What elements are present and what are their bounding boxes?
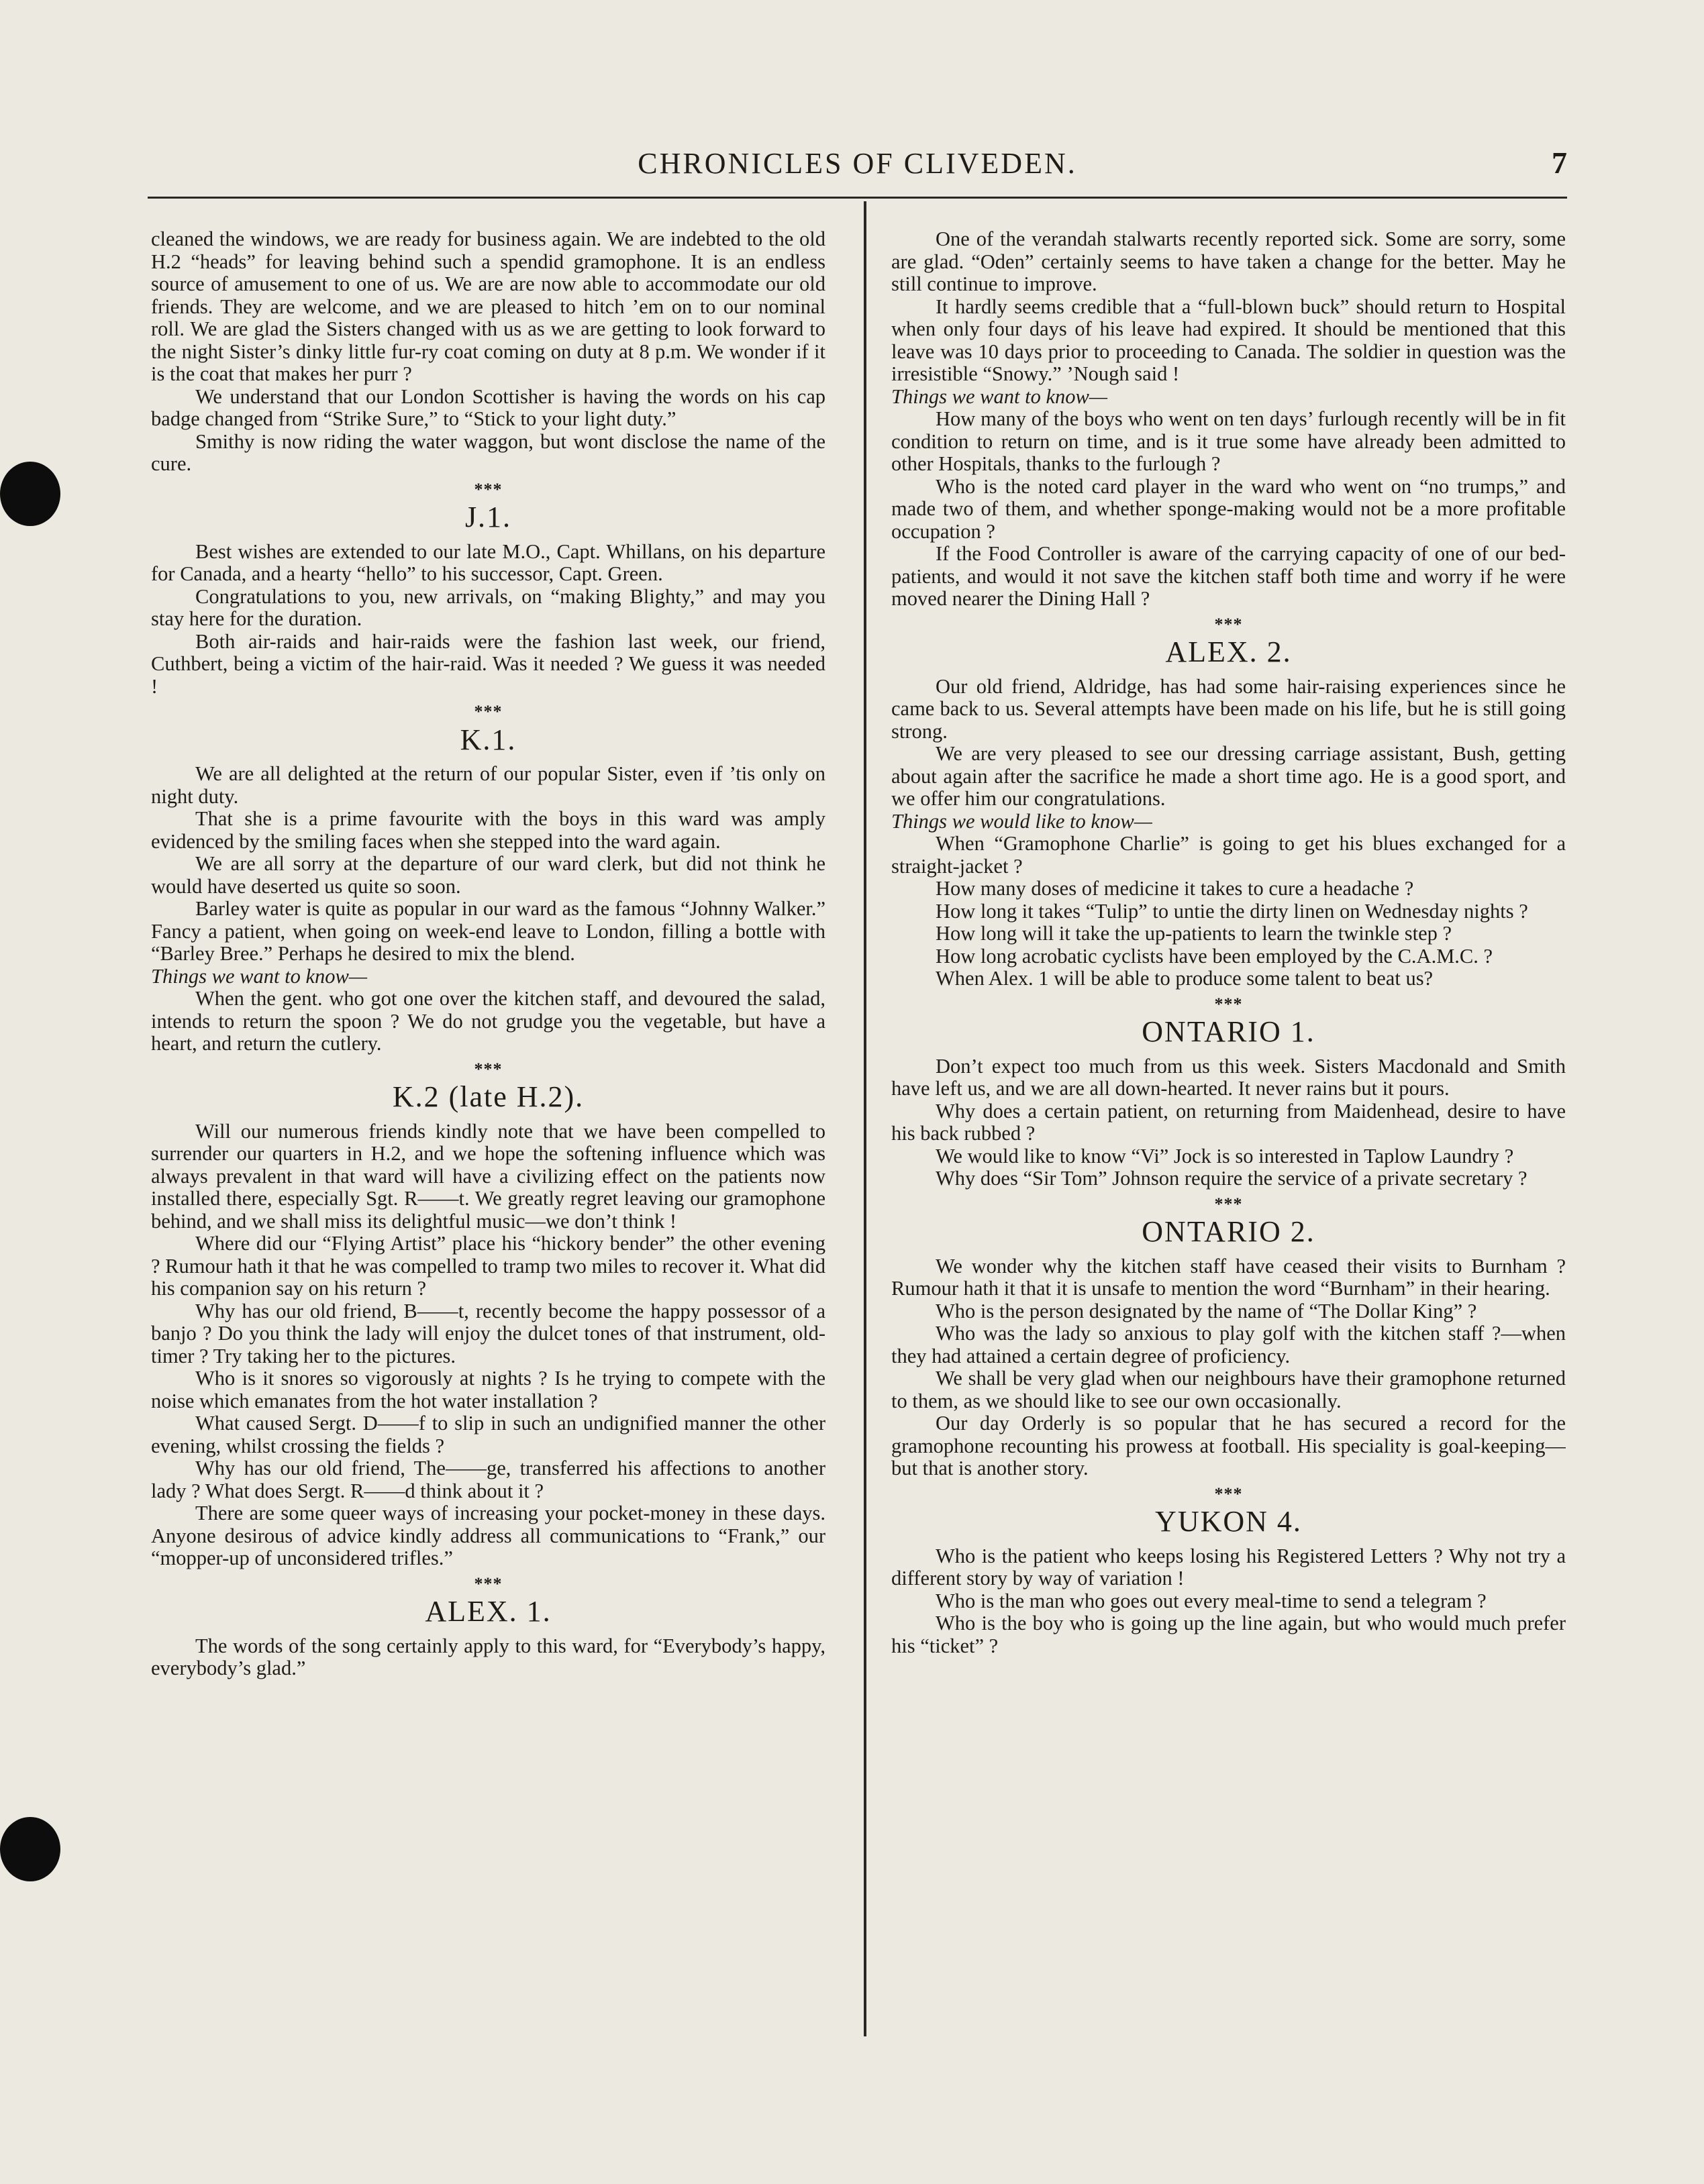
paragraph: If the Food Controller is aware of the carrying capacity of one of our bed-patients, and would it not save the kitchen staff both time and worry if he were moved nearer the Dining Hall ? xyxy=(891,542,1566,610)
paragraph: We shall be very glad when our neighbours have their gramophone returned to them, as we should like to see our own occasionally. xyxy=(891,1367,1566,1412)
ward-heading-alex1: ALEX. 1. xyxy=(425,1595,552,1628)
paragraph: How long will it take the up-patients to learn the twinkle step ? xyxy=(936,922,1452,945)
paragraph: Who is the patient who keeps losing his Registered Letters ? Why not try a different story by way of variation ! xyxy=(891,1544,1566,1590)
paragraph: How many of the boys who went on ten days’ furlough recently will be in fit condition to return on time, and is it true some have already been admitted to other Hospitals, thanks to the furlough ? xyxy=(891,407,1566,475)
paragraph: Who is the noted card player in the ward who went on “no trumps,” and made two of them, and whether sponge-making would not be a more profitable occupation ? xyxy=(891,474,1566,543)
ward-heading-ontario2: ONTARIO 2. xyxy=(1142,1215,1315,1248)
paragraph: What caused Sergt. D——f to slip in such an undignified manner the other evening, whilst crossing the fields ? xyxy=(151,1412,825,1457)
paragraph: Our old friend, Aldridge, has had some hair-raising experiences since he came back to us. Several attempts have been made on his life, but he is still going strong. xyxy=(891,674,1566,743)
paragraph: Where did our “Flying Artist” place his “hickory bender” the other evening ? Rumour hath it that he was compelled to tramp two miles to recover it. What did his companion say on his return ? xyxy=(151,1232,825,1300)
paragraph: When the gent. who got one over the kitchen staff, and devoured the salad, intends to return the spoon ? We do not grudge you the vegetable, but have a heart, and return the cutlery. xyxy=(151,987,825,1055)
section-separator: *** xyxy=(1214,614,1243,634)
section-separator: *** xyxy=(1214,994,1243,1014)
left-column xyxy=(151,228,825,2040)
paragraph: We are very pleased to see our dressing carriage assistant, Bush, getting about again after the sacrifice he made a short time ago. He is a good sport, and we offer him our congratulations. xyxy=(891,742,1566,810)
paragraph: Congratulations to you, new arrivals, on “making Blighty,” and may you stay here for the duration. xyxy=(151,584,825,630)
paragraph: Don’t expect too much from us this week. Sisters Macdonald and Smith have left us, and we are all down-hearted. It never rains but it pours. xyxy=(891,1054,1566,1100)
ward-heading-j1: J.1. xyxy=(464,501,512,533)
paragraph: Best wishes are extended to our late M.O., Capt. Whillans, on his departure for Canada, and a hearty “hello” to his successor, Capt. Green. xyxy=(151,539,825,585)
paragraph: Who is it snores so vigorously at nights ? Is he trying to compete with the noise which emanates from the hot water installation ? xyxy=(151,1367,825,1412)
header-rule xyxy=(148,197,1567,199)
page-number: 7 xyxy=(1552,146,1567,180)
paragraph: Both air-raids and hair-raids were the fashion last week, our friend, Cuthbert, being a victim of the hair-raid. Was it needed ? We guess it was needed ! xyxy=(151,629,825,698)
paragraph: It hardly seems credible that a “full-blown buck” should return to Hospital when only four days of his leave had expired. It should be mentioned that this leave was 10 days prior to proceeding to Canada. The soldier in question was the irresistible “Snowy.” ’Nough said ! xyxy=(891,295,1566,385)
paragraph: How long acrobatic cyclists have been employed by the C.A.M.C. ? xyxy=(936,944,1493,968)
section-separator: *** xyxy=(474,479,503,499)
section-separator: *** xyxy=(474,702,503,721)
section-separator: *** xyxy=(1214,1484,1243,1504)
paragraph: We would like to know “Vi” Jock is so interested in Taplow Laundry ? xyxy=(936,1144,1514,1167)
paragraph: How many doses of medicine it takes to cure a headache ? xyxy=(936,877,1414,900)
ward-heading-ontario1: ONTARIO 1. xyxy=(1142,1015,1315,1048)
publication-title: CHRONICLES OF CLIVEDEN. xyxy=(638,147,1077,180)
column-divider xyxy=(864,201,866,2036)
paragraph: Barley water is quite as popular in our ward as the famous “Johnny Walker.” Fancy a patient, when going on week-end leave to London, filling a bottle with “Barley Bree.” Perhaps he desired to mix the blend. xyxy=(151,897,825,965)
paragraph: When Alex. 1 will be able to produce some talent to beat us? xyxy=(936,967,1434,990)
paragraph: We are all sorry at the departure of our ward clerk, but did not think he would have deserted us quite so soon. xyxy=(151,852,825,898)
things-heading: Things we want to know— xyxy=(891,384,1107,408)
section-separator: *** xyxy=(1214,1194,1243,1214)
paragraph: Smithy is now riding the water waggon, but wont disclose the name of the cure. xyxy=(151,429,825,475)
paragraph: Who is the boy who is going up the line again, but who would much prefer his “ticket” ? xyxy=(891,1612,1566,1657)
paragraph: Why has our old friend, The——ge, transferred his affections to another lady ? What does Sergt. R——d think about it ? xyxy=(151,1457,825,1502)
section-separator: *** xyxy=(474,1059,503,1079)
paragraph: We understand that our London Scottisher is having the words on his cap badge changed from “Strike Sure,” to “Stick to your light duty.” xyxy=(151,384,825,430)
paragraph: We are all delighted at the return of our popular Sister, even if ’tis only on night duty. xyxy=(151,762,825,808)
paragraph: Why does a certain patient, on returning from Maidenhead, desire to have his back rubbed ? xyxy=(891,1099,1566,1145)
paragraph: Why does “Sir Tom” Johnson require the service of a private secretary ? xyxy=(936,1167,1527,1190)
paragraph: That she is a prime favourite with the boys in this ward was amply evidenced by the smiling faces when she stepped into the ward again. xyxy=(151,807,825,853)
paragraph: When “Gramophone Charlie” is going to get his blues exchanged for a straight-jacket ? xyxy=(891,832,1566,878)
binder-hole xyxy=(0,462,60,526)
paragraph: Why has our old friend, B——t, recently become the happy possessor of a banjo ? Do you think the lady will enjoy the dulcet tones of that instrument, old-timer ? Try taking her to the pictures. xyxy=(151,1299,825,1367)
paragraph: There are some queer ways of increasing your pocket-money in these days. Anyone desirous of advice kindly address all communications to “Frank,” our “mopper-up of unconsidered trifles.” xyxy=(151,1502,825,1569)
paragraph: The words of the song certainly apply to this ward, for “Everybody’s happy, everybody’s glad.” xyxy=(151,1634,825,1679)
right-column xyxy=(891,228,1566,2040)
paragraph: Will our numerous friends kindly note that we have been compelled to surrender our quarters in H.2, and we hope the softening influence which was always prevalent in that ward will have a civilizing effect on the patients now installed there, especially Sgt. R——t. We greatly regret leaving our gramophone behind, and we shall miss its delightful music—we don’t think ! xyxy=(151,1119,825,1233)
paragraph: We wonder why the kitchen staff have ceased their visits to Burnham ? Rumour hath it that it is unsafe to mention the word “Burnham” in their hearing. xyxy=(891,1254,1566,1300)
running-header xyxy=(148,141,1567,195)
ward-heading-yukon4: YUKON 4. xyxy=(1155,1505,1302,1538)
ward-heading-k1: K.1. xyxy=(460,723,517,756)
paragraph: Who is the man who goes out every meal-time to send a telegram ? xyxy=(936,1589,1487,1612)
paragraph: cleaned the windows, we are ready for business again. We are indebted to the old H.2 “heads” for leaving behind such a spendid gramophone. It is an endless source of amusement to one of us. We are are now able to accommodate our old friends. They are welcome, and we are pleased to hitch ’em on to our nominal roll. We are glad the Sisters changed with us as we are getting to look forward to the night Sister’s dinky little fur-ry coat coming on duty at 8 p.m. We wonder if it is the coat that makes her purr ? xyxy=(151,228,825,385)
things-heading: Things we want to know— xyxy=(151,964,367,988)
paragraph: How long it takes “Tulip” to untie the dirty linen on Wednesday nights ? xyxy=(936,899,1528,923)
paragraph: Who was the lady so anxious to play golf with the kitchen staff ?—when they had attained a certain degree of proficiency. xyxy=(891,1322,1566,1367)
paragraph: Who is the person designated by the name of “The Dollar King” ? xyxy=(936,1299,1477,1322)
section-separator: *** xyxy=(474,1573,503,1594)
paragraph: One of the verandah stalwarts recently reported sick. Some are sorry, some are glad. “Oden” certainly seems to have taken a change for the better. May he still continue to improve. xyxy=(891,228,1566,295)
ward-heading-k2: K.2 (late H.2). xyxy=(392,1080,585,1113)
binder-hole xyxy=(0,1817,60,1881)
things-heading: Things we would like to know— xyxy=(891,809,1152,833)
ward-heading-alex2: ALEX. 2. xyxy=(1165,635,1292,668)
paragraph: Our day Orderly is so popular that he has secured a record for the gramophone recounting his prowess at football. His speciality is goal-keeping—but that is another story. xyxy=(891,1412,1566,1479)
